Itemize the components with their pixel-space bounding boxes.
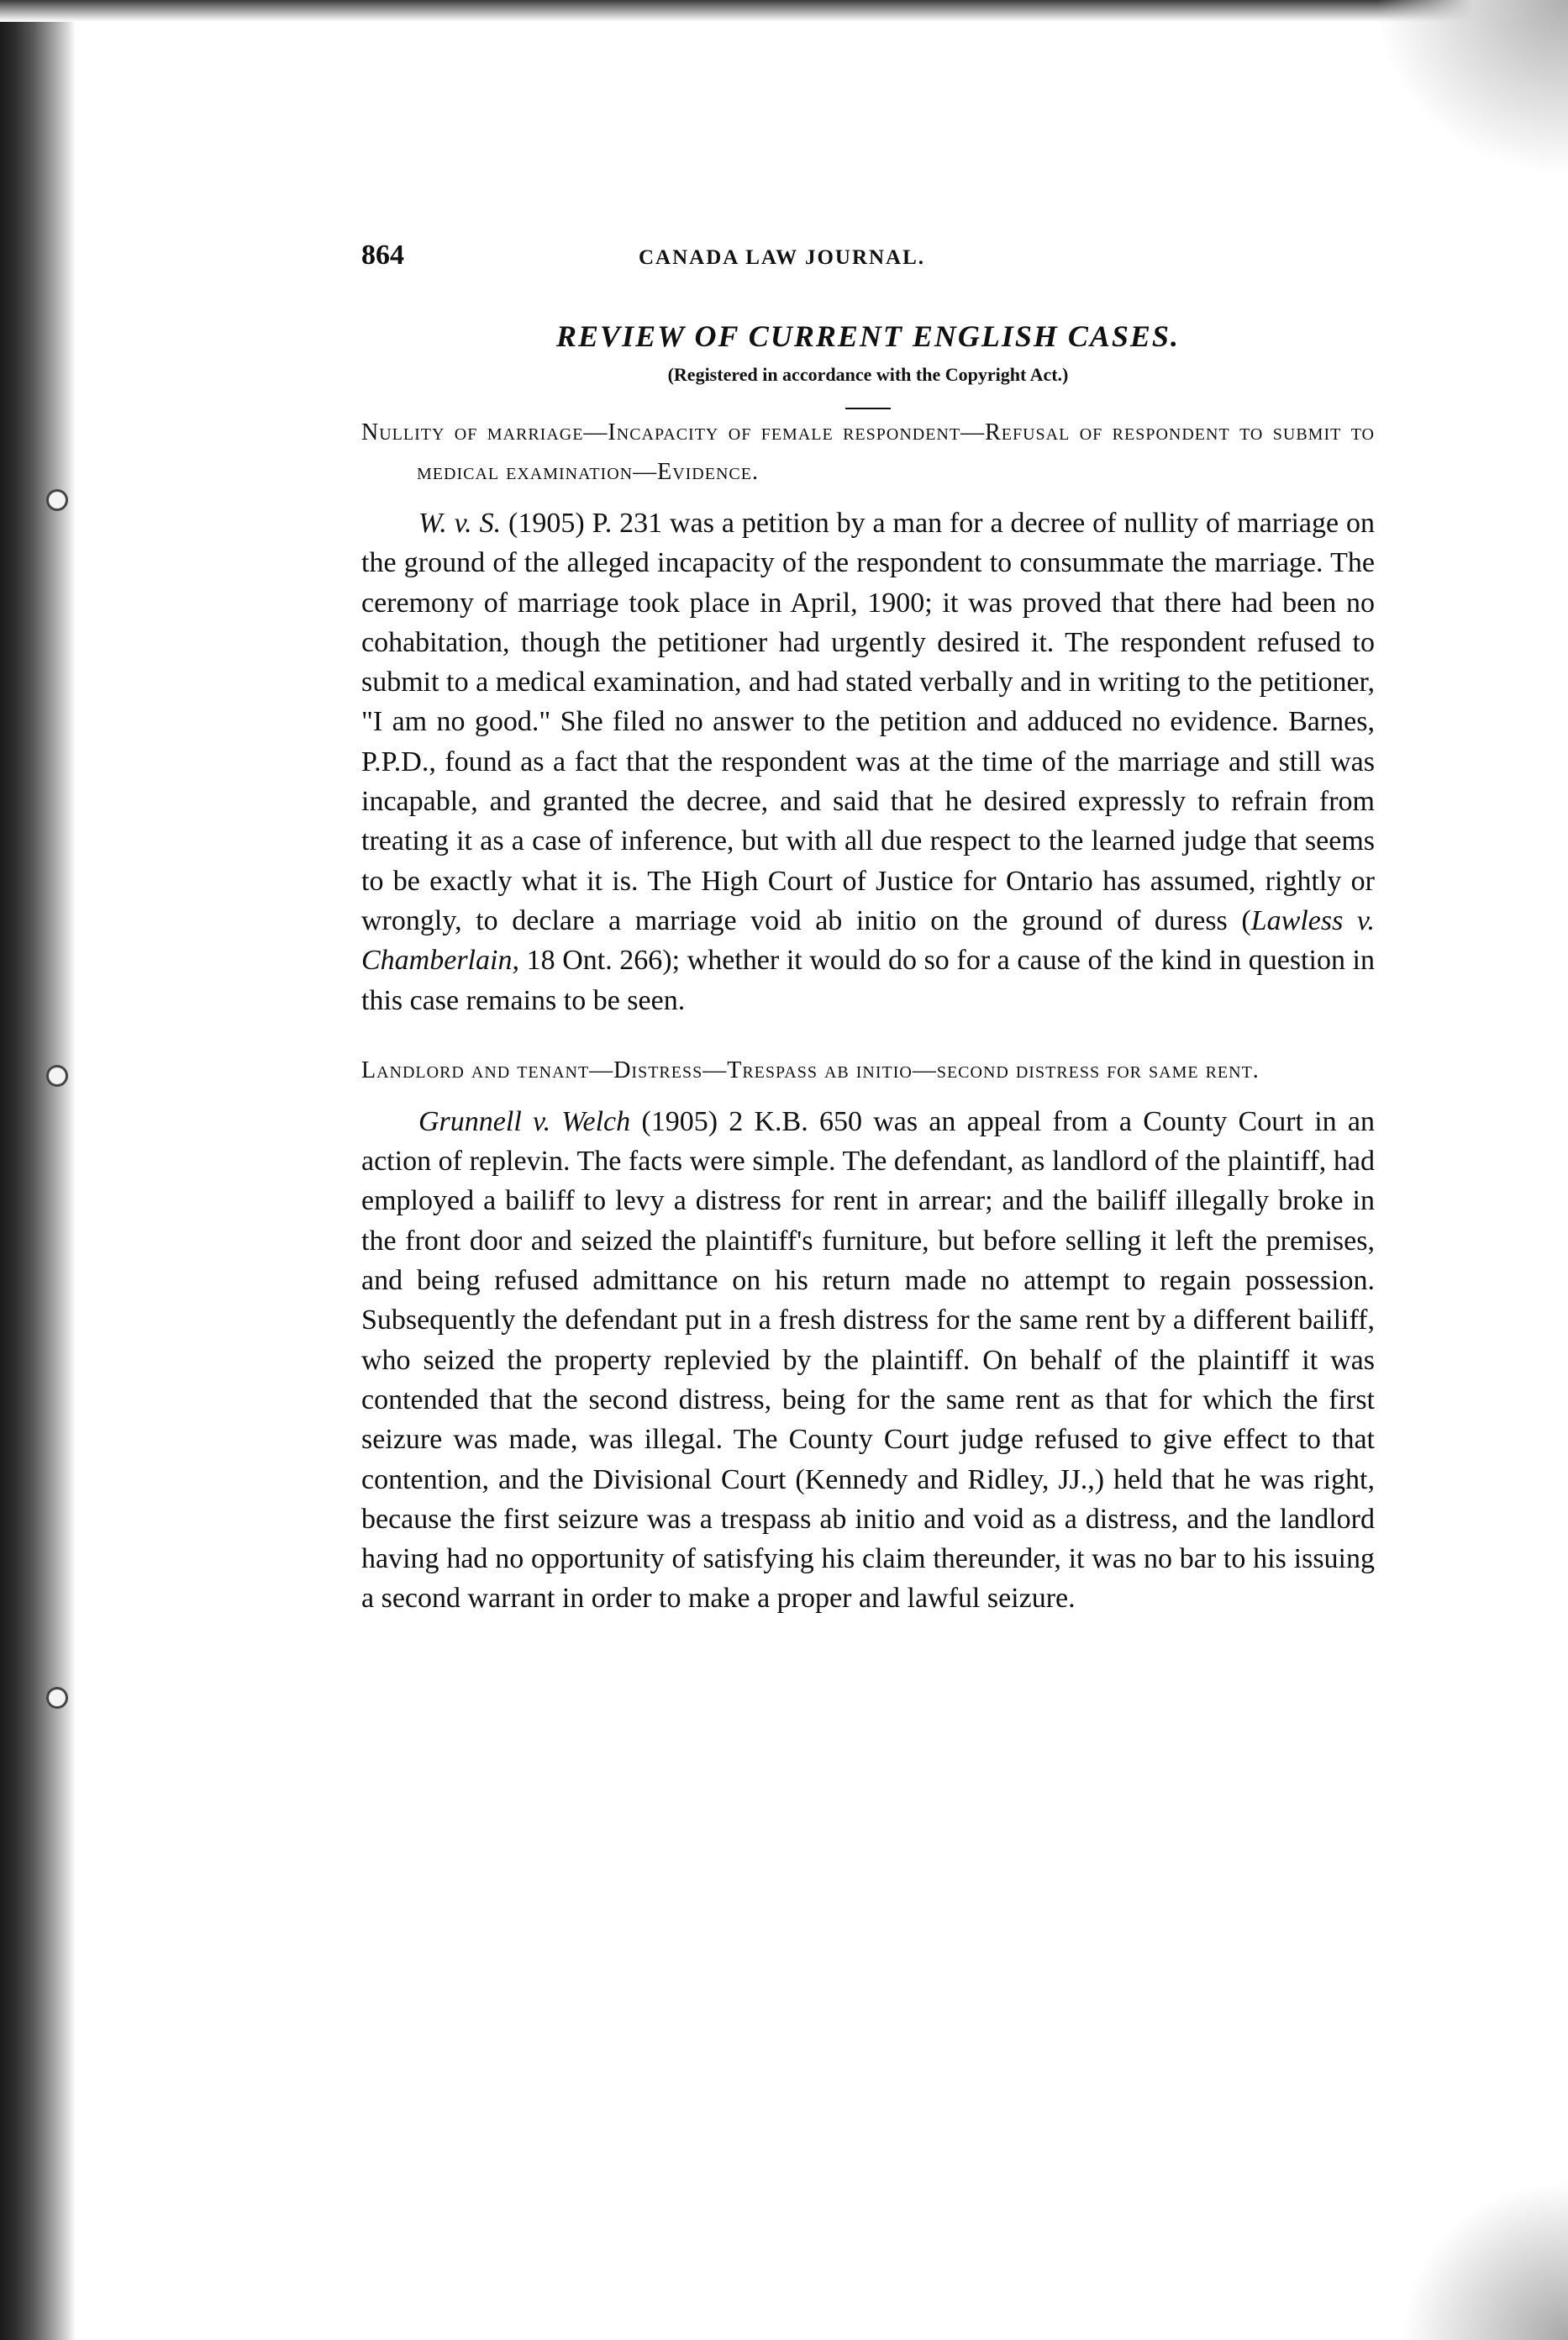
section-heading-landlord: Landlord and tenant—Distress—Trespass ab initio—second distress for same rent. — [361, 1057, 1260, 1083]
case-citation: (1905) 2 K.B. 650 — [641, 1105, 862, 1137]
page-number: 864 — [361, 240, 404, 271]
section-heading-nullity: Nullity of marriage—Incapacity of female respondent—Refusal of respondent to submit to medical examination—Evidence. — [361, 419, 1375, 485]
paragraph-text-end: ; whether it would do so for a cause of the kind in question in this case remains to be seen. — [361, 945, 1376, 1016]
scan-corner-top-right — [1375, 0, 1568, 177]
cited-case-lawless: Lawless v. Chamberlain, — [361, 904, 1375, 977]
binding-hole-upper — [49, 492, 66, 509]
binding-hole-middle — [49, 1067, 66, 1084]
case-citation: (1905) P. 231 — [508, 508, 663, 539]
title-rule — [845, 408, 891, 409]
scan-left-edge — [0, 0, 76, 2340]
page-header — [361, 240, 1375, 271]
review-title: REVIEW OF CURRENT ENGLISH CASES. — [556, 319, 1180, 353]
case-name-grunnell: Grunnell v. Welch — [418, 1105, 631, 1137]
case-name-w-v-s: W. v. S. — [418, 508, 502, 539]
scan-corner-bottom-right — [1400, 2180, 1568, 2340]
paragraph-nullity-case: W. v. S. (1905) P. 231 was a petition by a man for a decree of nullity of marriage on the ground of the alleged incapacity of the respondent to consummate the marriage. The ceremony of marriage took place in April, 1900; it was proved that there had been no cohabitation, though the petitioner had urgently desired it. The respondent refused to submit to a medical examination, and had stated verbally and in writing to the petitioner, "I am no good." She filed no answer to the petition and adduced no evidence. Barnes, P.P.D., found as a fact that the respondent was at the time of the marriage and still was incapable, and granted the decree, and said that he desired expressly to refrain from treating it as a case of inference, but with all due respect to the learned judge that seems to be exactly what it is. The High Court of Justice for Ontario has assumed, rightly or wrongly, to declare a marriage void ab initio on the ground of duress (Lawless v. Chamberlain, 18 Ont. 266); whether it would do so for a cause of the kind in question in this case remains to be seen. — [361, 508, 1376, 1016]
scan-top-edge — [0, 0, 1568, 22]
copyright-note: (Registered in accordance with the Copyright Act.) — [667, 364, 1069, 385]
paragraph-landlord-case — [361, 1102, 1375, 1619]
paragraph-text: was a petition by a man for a decree of nullity of marriage on the ground of the alleged incapacity of the respondent to consummate the marriage. The ceremony of marriage took place in April, 1900; it was proved that there had been no cohabitation, though the petitioner had urgently desired it. The respondent refused to submit to a medical examination, and had stated verbally and in writing to the petitioner, "I am no good." She filed no answer to the petition and adduced no evidence. Barnes, P.P.D., found as a fact that the respondent was at the time of the marriage and still was incapable, and granted the decree, and said that he desired expressly to refrain from treating it as a case of inference, but with all due respect to the learned judge that seems to be exactly what it is. The High Court of Justice for Ontario has assumed, rightly or wrongly, to declare a marriage void ab initio on the ground of duress — [361, 508, 1376, 936]
cited-case-reference: 18 Ont. 266) — [526, 945, 672, 977]
running-title: CANADA LAW JOURNAL. — [639, 246, 926, 269]
binding-hole-lower — [49, 1689, 66, 1706]
paragraph-text: was an appeal from a County Court in an action of replevin. The facts were simple. The defendant, as landlord of the plaintiff, had employed a bailiff to levy a distress for rent in arrear; and the bailiff illegally broke in the front door and seized the plaintiff's furniture, but before selling it left the premises, and being refused admittance on his return made no attempt to regain possession. Subsequently the defendant put in a fresh distress for the same rent by a different bailiff, who seized the property replevied by the plaintiff. On behalf of the plaintiff it was contended that the second distress, being for the same rent as that for which the first seizure was made, was illegal. The County Court judge refused to give effect to that contention, and the Divisional Court (Kennedy and Ridley, JJ.,) held that he was right, because the first seizure was a trespass ab initio and void as a distress, and the landlord having had no opportunity of satisfying his claim thereunder, it was no bar to his issuing a second warrant in order to make a proper and lawful seizure. — [361, 1105, 1376, 1615]
journal-page — [361, 240, 1375, 1647]
